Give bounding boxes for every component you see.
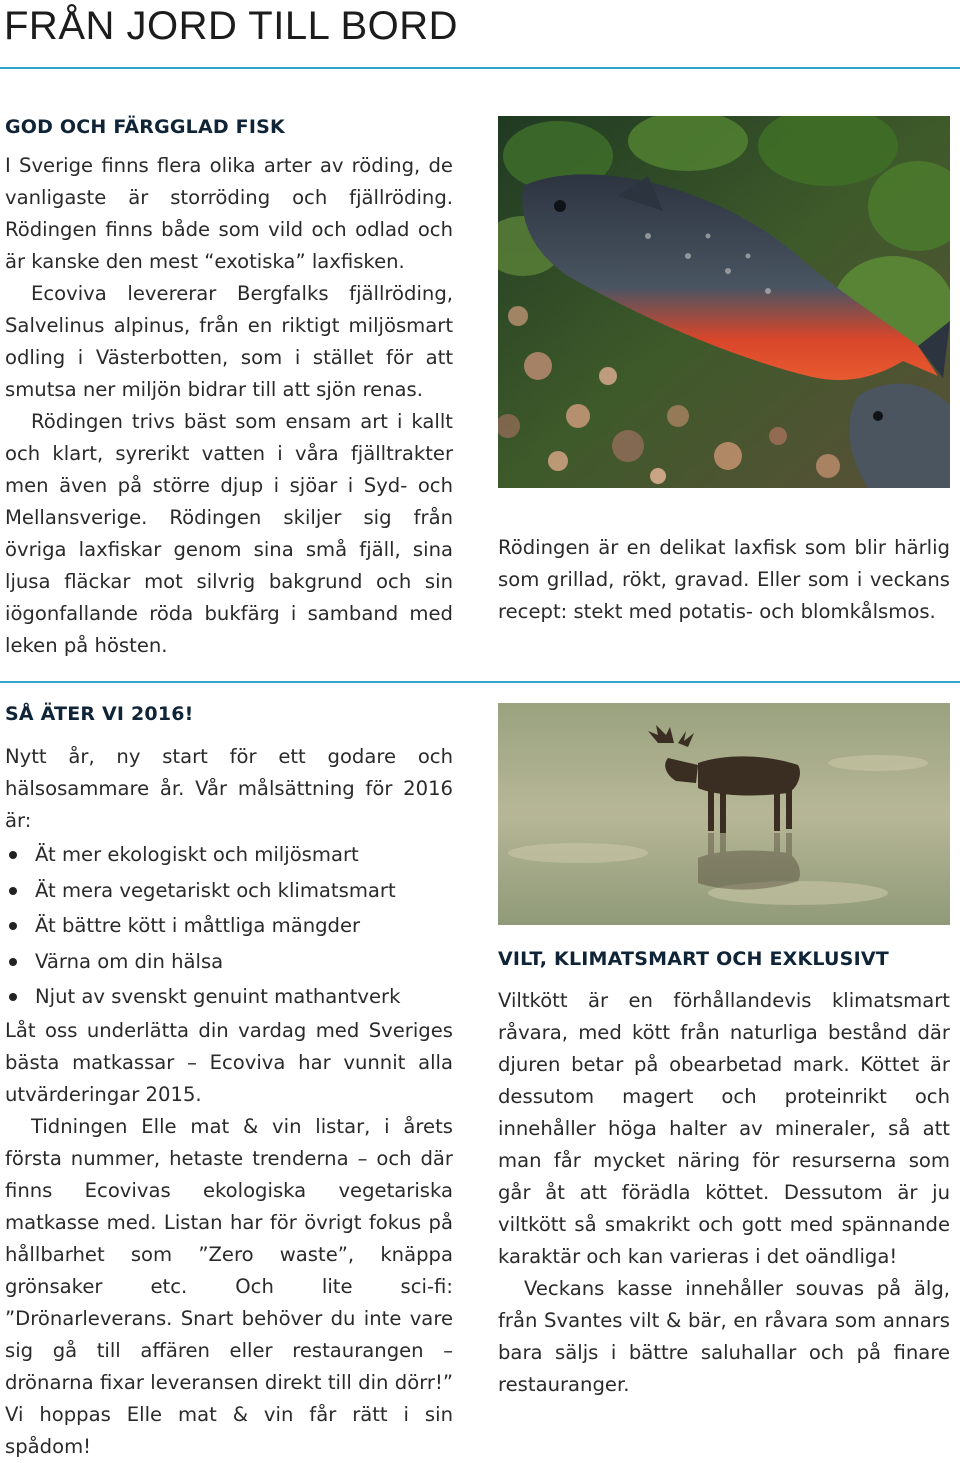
title-divider bbox=[0, 67, 960, 69]
fish-paragraph-2: Ecoviva levererar Bergfalks fjällröding, Salvelinus alpinus, från en riktigt miljösmart odling i Västerbotten, som i stället för att smutsa ner miljön bidrar till att sjön renas. bbox=[5, 282, 453, 401]
fish-paragraph-3: Rödingen trivs bäst som ensam art i kallt och klart, syrerikt vatten i våra fjälltrakter men även på större djup i sjöar i Syd- och Mellansverige. Rödingen skiljer sig från övriga laxfiskar genom sina små fjäll, sina ljusa fläckar mot silvrig bakgrund och sin iögonfallande röda bukfärg i samband med leken på hösten. bbox=[5, 410, 453, 657]
moose-illustration bbox=[498, 703, 950, 925]
game-paragraph-2: Veckans kasse innehåller souvas på älg, från Svantes vilt & bär, en råvara som annars bara säljs i bättre saluhallar och på finare restauranger. bbox=[498, 1277, 950, 1396]
goals-bullet-item: Ät mer ekologiskt och miljösmart bbox=[5, 837, 453, 873]
fish-section-body bbox=[5, 150, 453, 662]
moose-in-water-photo bbox=[498, 703, 950, 925]
goals-section-body bbox=[5, 741, 453, 1463]
goals-bullet-list bbox=[5, 837, 453, 1015]
bullet-icon bbox=[9, 958, 17, 966]
fish-photo-caption: Rödingen är en delikat laxfisk som blir härlig som grillad, rökt, gravad. Eller som i veckans recept: stekt med potatis- och blomkålsmos. bbox=[498, 536, 950, 623]
game-paragraph-1: Viltkött är en förhållandevis klimatsmart råvara, med kött från naturliga bestånd där djuren betar på obearbetad mark. Köttet är dessutom magert och proteinrikt och innehåller höga halter av mineraler, så att man får mycket näring för resurserna som går åt att förädla köttet. Dessutom är ju viltkött så smakrikt och gott med spännande karaktär och kan varieras i det oändliga! bbox=[498, 989, 950, 1268]
goals-intro: Nytt år, ny start för ett godare och hälsosammare år. Vår målsättning för 2016 är: bbox=[5, 745, 453, 832]
bullet-icon bbox=[9, 922, 17, 930]
bullet-icon bbox=[9, 887, 17, 895]
goals-bullet-item: Ät bättre kött i måttliga mängder bbox=[5, 908, 453, 944]
goals-bullet-item: Värna om din hälsa bbox=[5, 944, 453, 980]
goals-bullet-item: Ät mera vegetariskt och klimatsmart bbox=[5, 873, 453, 909]
goals-bullet-item: Njut av svenskt genuint mathantverk bbox=[5, 979, 453, 1015]
char-fish-photo bbox=[498, 116, 950, 488]
bullet-icon bbox=[9, 993, 17, 1001]
game-section-heading: VILT, KLIMATSMART OCH EXKLUSIVT bbox=[498, 948, 889, 970]
char-fish-illustration bbox=[498, 116, 950, 488]
fish-section-heading: GOD OCH FÄRGGLAD FISK bbox=[5, 116, 285, 138]
goals-paragraph-2: Tidningen Elle mat & vin listar, i årets första nummer, hetaste trenderna – och där finns Ecovivas ekologiska vegetariska matkasse med. Listan har för övrigt fokus på hållbarhet som ”Zero waste”, knäppa grönsaker etc. Och lite sci-fi: ”Drönarleverans. Snart behöver du inte vare sig gå till affären eller restaurangen – drönarna fixar leveransen direkt till din dörr!” Vi hoppas Elle mat & vin får rätt i sin spådom! bbox=[5, 1114, 453, 1458]
page-title: FRÅN JORD TILL BORD bbox=[4, 4, 459, 48]
section-divider bbox=[0, 681, 960, 683]
bullet-icon bbox=[9, 851, 17, 859]
goals-section-heading: SÅ ÄTER VI 2016! bbox=[5, 703, 194, 725]
fish-paragraph-1: I Sverige finns flera olika arter av röding, de vanligaste är storröding och fjällröding. Rödingen finns både som vild och odlad och är kanske den mest “exotiska” laxfisken. bbox=[5, 154, 453, 273]
game-section-body bbox=[498, 985, 950, 1401]
goals-paragraph-1: Låt oss underlätta din vardag med Sveriges bästa matkassar – Ecoviva har vunnit alla utvärderingar 2015. bbox=[5, 1018, 453, 1106]
